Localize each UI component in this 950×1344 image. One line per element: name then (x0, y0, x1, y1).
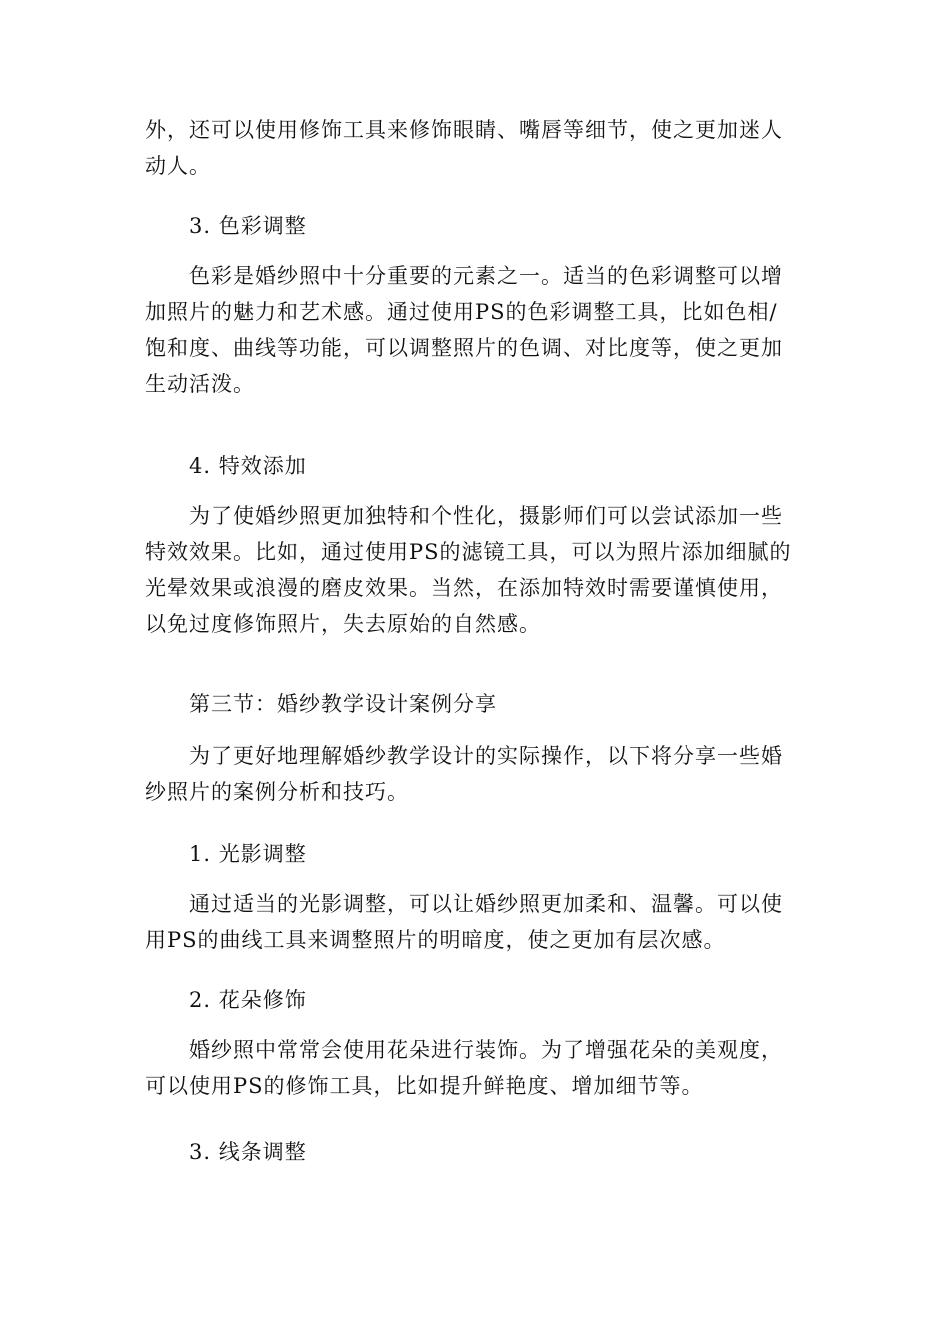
text-line: 光晕效果或浪漫的磨皮效果。当然，在添加特效时需要谨慎使用， (145, 576, 783, 600)
heading-effects (145, 448, 805, 484)
text-line: 以免过度修饰照片，失去原始的自然感。 (145, 612, 541, 636)
text-line: 外，还可以使用修饰工具来修饰眼睛、嘴唇等细节，使之更加迷人 (145, 118, 783, 142)
text-line: 色彩是婚纱照中十分重要的元素之一。适当的色彩调整可以增 (189, 264, 783, 288)
heading-lines (145, 1134, 805, 1170)
paragraph-color-adjustment (145, 258, 805, 402)
text-line: 通过适当的光影调整，可以让婚纱照更加柔和、温馨。可以使 (189, 892, 783, 916)
heading-lighting (145, 836, 805, 872)
text-line: 用PS的曲线工具来调整照片的明暗度，使之更加有层次感。 (145, 928, 726, 952)
heading-text: 3. 色彩调整 (189, 214, 307, 238)
text-line: 可以使用PS的修饰工具，比如提升鲜艳度、增加细节等。 (145, 1074, 704, 1098)
heading-text: 1. 光影调整 (189, 842, 307, 866)
heading-text: 3. 线条调整 (189, 1140, 307, 1164)
heading-text: 2. 花朵修饰 (189, 988, 307, 1012)
text-line: 特效效果。比如，通过使用PS的滤镜工具，可以为照片添加细腻的 (145, 540, 792, 564)
text-line: 加照片的魅力和艺术感。通过使用PS的色彩调整工具，比如色相/ (145, 300, 778, 324)
section-title (145, 686, 805, 722)
paragraph-lighting (145, 886, 805, 958)
heading-flowers (145, 982, 805, 1018)
heading-color-adjustment (145, 208, 805, 244)
text-line: 生动活泼。 (145, 372, 255, 396)
section-title-text: 第三节：婚纱教学设计案例分享 (189, 692, 497, 716)
paragraph-effects (145, 498, 805, 642)
heading-text: 4. 特效添加 (189, 454, 307, 478)
text-line: 婚纱照中常常会使用花朵进行装饰。为了增强花朵的美观度， (189, 1038, 783, 1062)
paragraph-flowers (145, 1032, 805, 1104)
text-line: 饱和度、曲线等功能，可以调整照片的色调、对比度等，使之更加 (145, 336, 783, 360)
text-line: 为了使婚纱照更加独特和个性化，摄影师们可以尝试添加一些 (189, 504, 783, 528)
text-line: 纱照片的案例分析和技巧。 (145, 780, 409, 804)
paragraph-case-intro (145, 738, 805, 810)
text-line: 动人。 (145, 154, 211, 178)
paragraph-retouch-continuation (145, 112, 805, 184)
text-line: 为了更好地理解婚纱教学设计的实际操作，以下将分享一些婚 (189, 744, 783, 768)
